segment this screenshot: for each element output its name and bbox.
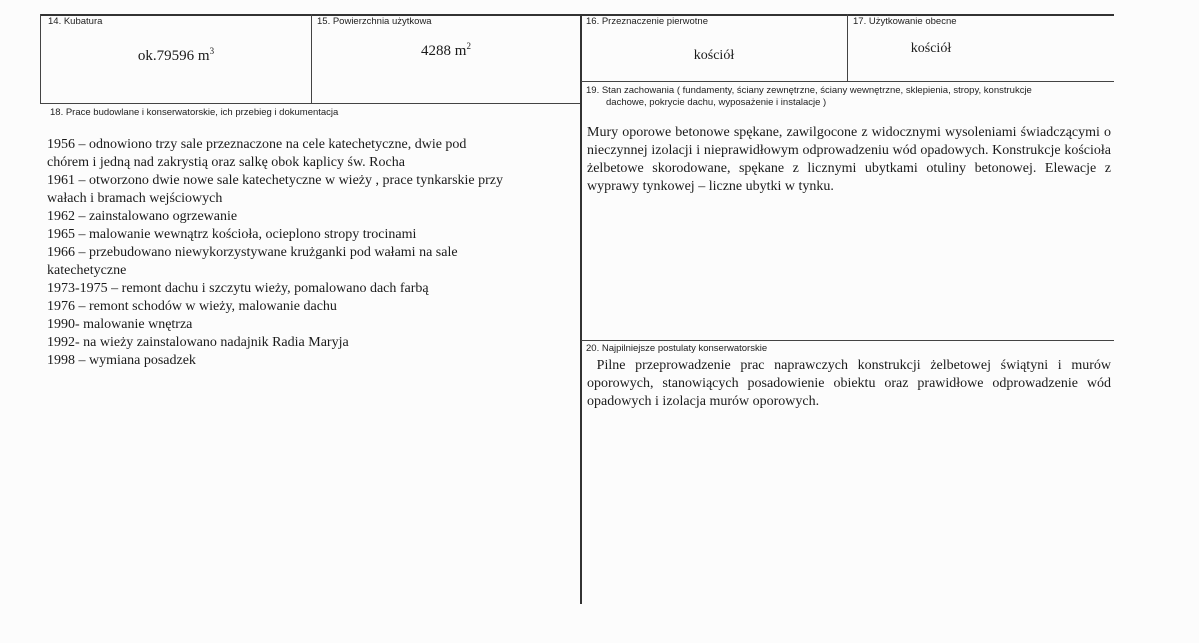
works-history-line: 1962 – zainstalowano ogrzewanie: [47, 209, 238, 224]
cubature-unit-exponent: 3: [209, 46, 215, 56]
divider-19-20: [581, 340, 1114, 341]
works-history-line: 1965 – malowanie wewnątrz kościoła, ocieplono stropy trocinami: [47, 227, 417, 242]
field-15-label: 15. Powierzchnia użytkowa: [317, 16, 432, 27]
usable-area-value: 4288 m: [421, 43, 467, 59]
works-history-line: 1992- na wieży zainstalowano nadajnik Radia Maryja: [47, 335, 349, 350]
row-divider-right: [581, 81, 1114, 82]
cubature-value: ok.79596 m: [137, 48, 210, 64]
center-divider: [580, 14, 582, 604]
field-15-value: [312, 43, 580, 60]
field-20-label: 20. Najpilniejsze postulaty konserwatorskie: [586, 343, 768, 354]
field-18-label: 18. Prace budowlane i konserwatorskie, ich przebieg i dokumentacja: [50, 107, 339, 118]
works-history-line: 1966 – przebudowano niewykorzystywane krużganki pod wałami na sale: [47, 245, 458, 260]
works-history-list: [47, 136, 577, 370]
works-history-line: katechetyczne: [47, 263, 127, 278]
works-history-line: chórem i jedną nad zakrystią oraz salkę obok kaplicy św. Rocha: [47, 155, 405, 170]
works-history-line: 1976 – remont schodów w wieży, malowanie dachu: [47, 299, 337, 314]
field-17-label: 17. Użytkowanie obecne: [853, 16, 957, 27]
conservation-postulates-text: Pilne przeprowadzenie prac naprawczych konstrukcji żelbetowej świątyni i murów oporowych, stanowiących posadowienie obiektu oraz prawidłowe odprowadzenie wód opadowych i izolacja murów oporowych.: [587, 358, 1115, 409]
works-history-line: 1956 – odnowiono trzy sale przeznaczone na cele katechetyczne, dwie pod: [47, 137, 467, 152]
works-history-line: wałach i bramach wejściowych: [47, 191, 223, 206]
field-16-value: kościół: [693, 48, 735, 63]
field-19-label: 19. Stan zachowania ( fundamenty, ściany zewnętrzne, ściany wewnętrzne, sklepienia, stropy, konstrukcje: [586, 85, 1032, 96]
condition-text: Mury oporowe betonowe spękane, zawilgocone z widocznymi wysoleniami świadczącymi o nieczynnej izolacji i nieprawidłowym odprowadzeniu wód opadowych. Konstrukcje kościoła żelbetowe skorodowane, spękane z licznymi ubytkami otuliny betonowej. Elewacje z wyprawy tynkowej – liczne ubytki w tynku.: [587, 125, 1111, 194]
area-unit-exponent: 2: [466, 41, 471, 51]
field-16-label: 16. Przeznaczenie pierwotne: [586, 16, 708, 27]
field-14-label: 14. Kubatura: [48, 16, 103, 27]
works-history-line: 1961 – otworzono dwie nowe sale katechetyczne w wieży , prace tynkarskie przy: [47, 173, 503, 188]
works-history-line: 1990- malowanie wnętrza: [47, 317, 193, 332]
field-14-value: [41, 48, 311, 65]
row-divider-left: [40, 103, 580, 104]
field-17-value: kościół: [910, 41, 952, 56]
works-history-line: 1998 – wymiana posadzek: [47, 353, 196, 368]
works-history-line: 1973-1975 – remont dachu i szczytu wieży, pomalowano dach farbą: [47, 281, 429, 296]
field-19-label-cont: dachowe, pokrycie dachu, wyposażenie i instalacje ): [606, 97, 827, 108]
